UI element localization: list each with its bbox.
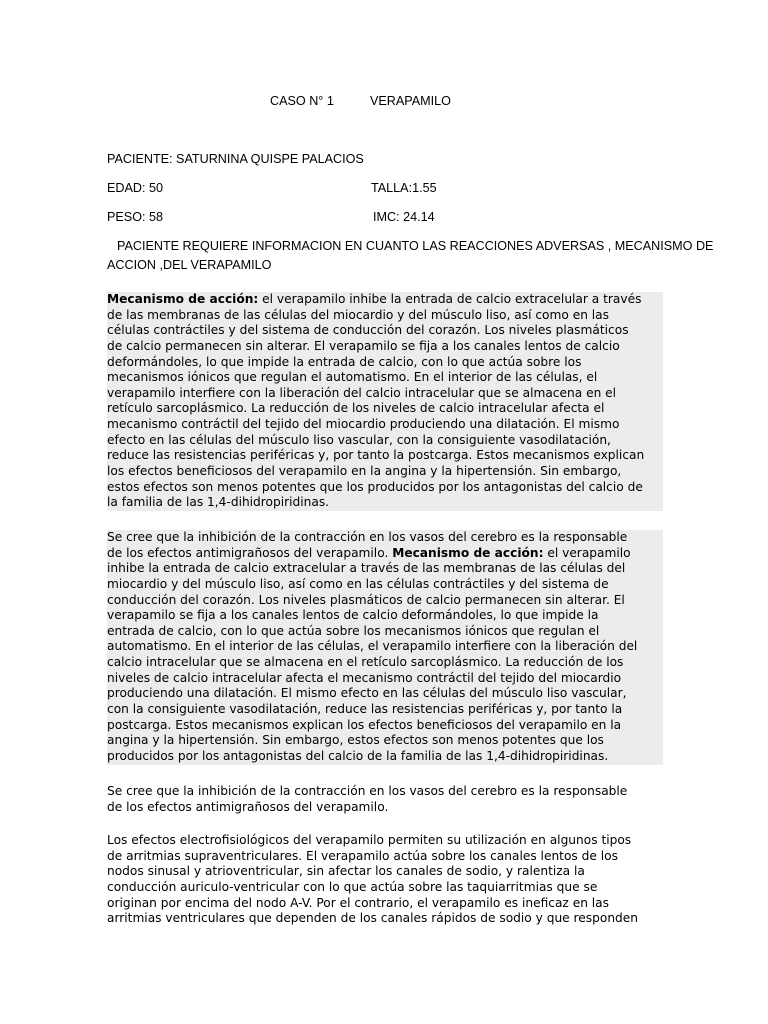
- bold-heading: Mecanismo de acción:: [107, 292, 259, 306]
- text-line: arritmias ventriculares que dependen de los canales rápidos de sodio y que responden: [107, 911, 639, 926]
- text-line: efecto en las células del músculo liso vascular, con la consiguiente vasodilatación,: [107, 432, 611, 447]
- line-text: el verapamilo: [543, 545, 631, 560]
- text-line: calcio intracelular que se almacena en el retículo sarcoplásmico. La reducción de los: [107, 655, 624, 670]
- text-line: la familia de las 1,4-dihidropiridinas.: [107, 495, 330, 510]
- text-line: estos efectos son menos potentes que los producidos por los antagonistas del calcio de: [107, 479, 643, 494]
- text-line: entrada de calcio, con lo que actúa sobre los mecanismos iónicos que regulan el: [107, 623, 600, 638]
- text-line: [107, 546, 663, 562]
- text-line: mecanismo contráctil del tejido del miocardio produciendo una dilatación. El mismo: [107, 417, 620, 432]
- text-line: mecanismos iónicos que regulan el automatismo. En el interior de las células, el: [107, 370, 598, 385]
- text-line: automatismo. En el interior de las células, el verapamilo interfiere con la liberación del: [107, 639, 638, 654]
- text-line: células contráctiles y del sistema de conducción del corazón. Los niveles plasmáticos: [107, 323, 629, 338]
- text-line: niveles de calcio intracelular afecta el mecanismo contráctil del tejido del miocardio: [107, 670, 622, 685]
- text-line: verapamilo interfiere con la liberación del calcio intracelular que se almacena en el: [107, 385, 617, 400]
- mechanism-paragraph-1: [107, 292, 663, 511]
- text-line: de las membranas de las células del miocardio y del músculo liso, así como en las: [107, 307, 609, 322]
- mechanism-paragraph-2: [107, 530, 663, 765]
- case-number: CASO N° 1: [270, 94, 334, 108]
- text-line: inhibe la entrada de calcio extracelular a través de las membranas de las células del: [107, 561, 626, 576]
- request-line-2: ACCION ,DEL VERAPAMILO: [107, 258, 272, 272]
- text-line: los efectos beneficiosos del verapamilo en la angina y la hipertensión. Sin embargo,: [107, 464, 622, 479]
- line-text: de los efectos antimigrañosos del verapamilo.: [107, 545, 393, 560]
- text-line: miocardio y del músculo liso, así como en las células contráctiles y del sistema de: [107, 576, 609, 591]
- text-line: conducción del corazón. Los niveles plasmáticos de calcio permanecen sin alterar. El: [107, 592, 625, 607]
- text-line: deformándoles, lo que impide la entrada de calcio, con lo que actúa sobre los: [107, 354, 582, 369]
- text-line: angina y la hipertensión. Sin embargo, estos efectos son menos potentes que los: [107, 733, 604, 748]
- text-line: nodos sinusal y atrioventricular, sin afectar los canales de sodio, y ralentiza la: [107, 864, 585, 879]
- line-text: el verapamilo inhibe la entrada de calcio extracelular a través: [258, 292, 642, 306]
- patient-weight: PESO: 58: [107, 210, 164, 224]
- patient-bmi: IMC: 24.14: [373, 210, 435, 224]
- text-line: de arritmias supraventriculares. El verapamilo actúa sobre los canales lentos de los: [107, 848, 618, 863]
- text-line: [107, 292, 663, 308]
- text-line: con la consiguiente vasodilatación, reduce las resistencias periféricas y, por tanto la: [107, 702, 623, 717]
- patient-age: EDAD: 50: [107, 181, 163, 195]
- text-line: originan por encima del nodo A-V. Por el contrario, el verapamilo es ineficaz en las: [107, 895, 610, 910]
- text-line: conducción auriculo-ventricular con lo que actúa sobre las taquiarritmias que se: [107, 879, 598, 894]
- text-line: reduce las resistencias periféricas y, por tanto la postcarga. Estos mecanismos explican: [107, 448, 645, 463]
- migraine-paragraph: [107, 784, 663, 815]
- text-line: retículo sarcoplásmico. La reducción de los niveles de calcio intracelular afecta el: [107, 401, 605, 416]
- text-line: verapamilo se fija a los canales lentos de calcio deformándoles, lo que impide la: [107, 608, 599, 623]
- text-line: de calcio permanecen sin alterar. El verapamilo se fija a los canales lentos de calcio: [107, 338, 620, 353]
- text-line: produciendo una dilatación. El mismo efecto en las células del músculo liso vascular,: [107, 686, 627, 701]
- text-line: Se cree que la inhibición de la contracción en los vasos del cerebro es la responsable: [107, 530, 628, 544]
- text-line: producidos por los antagonistas del calcio de la familia de las 1,4-dihidropiridinas.: [107, 748, 609, 763]
- patient-name: PACIENTE: SATURNINA QUISPE PALACIOS: [107, 152, 364, 166]
- drug-title: VERAPAMILO: [370, 94, 451, 108]
- request-line-1: PACIENTE REQUIERE INFORMACION EN CUANTO LAS REACCIONES ADVERSAS , MECANISMO DE: [117, 239, 714, 253]
- text-line: de los efectos antimigrañosos del verapamilo.: [107, 799, 389, 814]
- text-line: Se cree que la inhibición de la contracción en los vasos del cerebro es la responsable: [107, 784, 628, 798]
- bold-heading: Mecanismo de acción:: [392, 545, 544, 560]
- text-line: Los efectos electrofisiológicos del verapamilo permiten su utilización en algunos tipos: [107, 833, 632, 847]
- patient-height: TALLA:1.55: [371, 181, 437, 195]
- electrophysiology-paragraph: [107, 833, 663, 927]
- text-line: postcarga. Estos mecanismos explican los efectos beneficiosos del verapamilo en la: [107, 717, 622, 732]
